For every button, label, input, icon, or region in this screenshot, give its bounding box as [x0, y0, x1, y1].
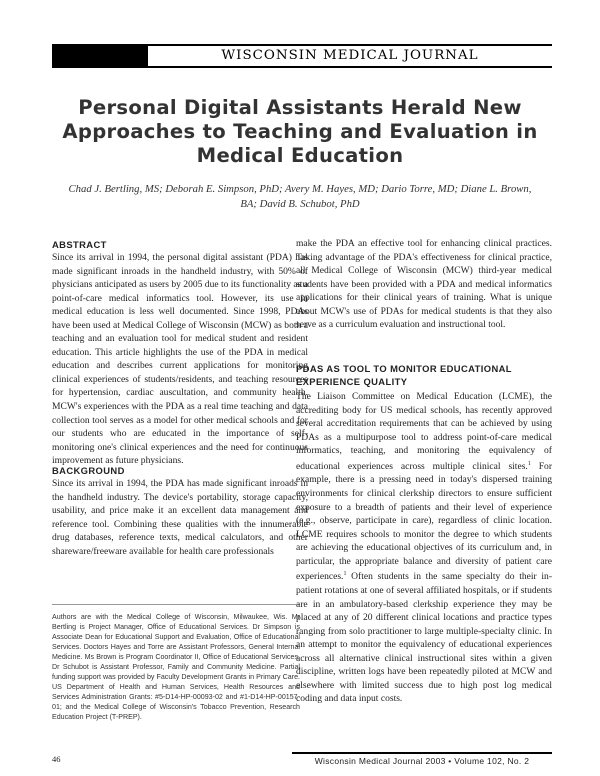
- article-title: Personal Digital Assistants Herald New Approaches to Teaching and Evaluation in Medical Education: [62, 96, 538, 167]
- citation-1[interactable]: 1: [527, 460, 531, 467]
- pdas-section-body: [296, 390, 552, 706]
- right-column-continuation: [296, 237, 552, 332]
- pdas-section-heading: PDAS AS TOOL TO MONITOR EDUCATIONAL EXPERIENCE QUALITY: [296, 363, 512, 387]
- pdas-text-part-2: For example, there is a pressing need in today's dispersed training environments for clinical clerkship directors to ensure sufficient exposure to a breadth of patients and their level of experience (e.g., observe, participate in care), regardless of clinic location. LCME requires schools to monitor the degree to which students are achieving the educational objectives of its curriculum and, in particular, the appropriate balance and diversity of patient care experiences.: [296, 460, 552, 583]
- pdas-text-part-1: The Liaison Committee on Medical Education (LCME), the accrediting body for US medical schools, has recently approved several accreditation requirements that can be achieved by using PDAs as a multipurpose tool to address point-of-care medical informatics, teaching, and monitoring the equivalency of educational experiences across multiple clinical sites.: [296, 391, 552, 472]
- header-bar-fill: [52, 46, 148, 66]
- pdas-text-part-3: Often students in the same specialty do their in-patient rotations at one of several affiliated hospitals, or if students are in an ambulatory-based clerkship experience they may be placed at any of 20 different clinical locations and practice types ranging from solo practitioner to large multiple-specialty clinic. In an attempt to monitor the equivalency of educational experiences across all alternative clinical instructional sites within a given discipline, written logs have been repeatedly piloted at MCW and elsewhere with limited success due to high post log medical coding and data input costs.: [296, 571, 552, 705]
- journal-header-bar: [52, 44, 552, 68]
- background-text: Since its arrival in 1994, the PDA has made significant inroads in the handheld industry. The device's portability, storage capacity, usability, and price make it an excellent data management and reference tool. Combining these qualities with the innumerable drug databases, reference texts, medical calculators, and other shareware/freeware available for health care professionals: [52, 478, 308, 557]
- journal-citation-info: Wisconsin Medical Journal 2003 • Volume 102, No. 2: [292, 752, 552, 766]
- journal-name: WISCONSIN MEDICAL JOURNAL: [148, 46, 552, 66]
- page-footer: [52, 754, 552, 768]
- author-list: Chad J. Bertling, MS; Deborah E. Simpson, PhD; Avery M. Hayes, MD; Dario Torre, MD; Diane L. Brown, BA; David B. Schubot, PhD: [68, 183, 532, 210]
- abstract-heading: ABSTRACT: [52, 239, 107, 250]
- continuation-text: make the PDA an effective tool for enhancing clinical practices. Taking advantage of the PDA's effectiveness for clinical practice, all Medical College of Wisconsin (MCW) third-year medical students have been provided with a PDA and medical informatics applications for their clinical years of training. What is unique about MCW's use of PDAs for medical students is that they also serve as a curriculum evaluation and instructional tool.: [296, 238, 552, 331]
- footnote-divider: [52, 604, 300, 605]
- abstract-body: [52, 251, 308, 468]
- page-number: 46: [52, 754, 61, 764]
- citation-1-repeat[interactable]: 1: [343, 571, 347, 578]
- background-heading: BACKGROUND: [52, 465, 125, 476]
- abstract-text: Since its arrival in 1994, the personal digital assistant (PDA) has made significant inroads in the handheld industry, with 50% of physicians anticipated as users by 2005 due to its functionality as a point-of-care medical informatics tool. However, its use in medical education is less well documented. Since 1998, PDAs have been used at Medical College of Wisconsin (MCW) as both a teaching and an evaluation tool for medical student and resident education. This article highlights the use of the PDA in medical education and describes current applications for monitoring clinical experiences of students/residents, and teaching resources for hypertension, cardiac auscultation, and community health. MCW's experiences with the PDA as a real time teaching and data collection tool serves as a model for other medical schools and for our students who are educated in the importance of self-monitoring one's clinical experiences and the need for continuous improvement as future physicians.: [52, 252, 308, 467]
- background-body: [52, 477, 308, 558]
- author-affiliations-footnote: Authors are with the Medical College of Wisconsin, Milwaukee, Wis. Mr Bertling is Project Manager, Office of Educational Services. Dr Simpson is Associate Dean for Educational Support and Evaluation, Office of Educational Services. Doctors Hayes and Torre are Assistant Professors, General Internal Medicine. Ms Brown is Program Coordinator II, Office of Educational Services. Dr Schubot is Assistant Professor, Family and Community Medicine. Partial funding support was provided by Faculty Development Grants in Primary Care. US Department of Health and Human Services, Health Resources and Services Administration Grants: #5-D14-HP-00093-02 and #1-D14-HP-00157-01; and the Medical College of Wisconsin's Tobacco Prevention, Research Education Project (T-PREP).: [52, 613, 300, 722]
- pdas-section-text: [296, 390, 552, 706]
